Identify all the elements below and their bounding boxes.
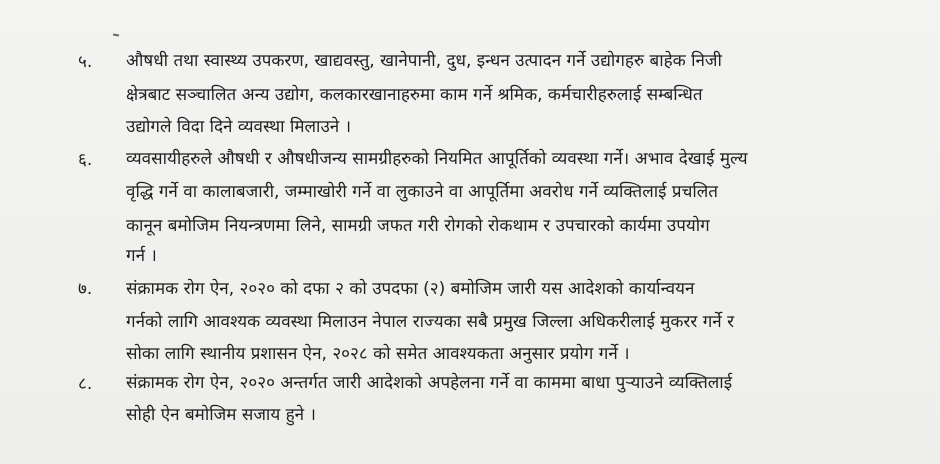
item-number: ८. <box>78 374 93 394</box>
item-line: वृद्धि गर्ने वा कालाबजारी, जम्माखोरी गर्ने वा लुकाउने वा आपूर्तिमा अवरोध गर्ने व्यक्तिलाई प्रचलित <box>126 182 718 202</box>
item-line: क्षेत्रबाट सञ्चालित अन्य उद्योग, कलकारखानाहरुमा काम गर्ने श्रमिक, कर्मचारीहरुलाई सम्बन्धित <box>126 85 703 105</box>
pen-mark <box>113 33 119 36</box>
item-line: संक्रामक रोग ऐन, २०२० को दफा २ को उपदफा (२) बमोजिम जारी यस आदेशको कार्यान्वयन <box>126 279 695 299</box>
item-line: औषधी तथा स्वास्थ्य उपकरण, खाद्यवस्तु, खानेपानी, दुध, इन्धन उत्पादन गर्ने उद्योगहरु बाहेक निजी <box>126 51 722 71</box>
item-line: संक्रामक रोग ऐन, २०२० अन्तर्गत जारी आदेशको अपहेलना गर्ने वा काममा बाधा पुऱ्याउने व्यक्तिलाई <box>126 373 733 393</box>
item-line: गर्नको लागि आवश्यक व्यवस्था मिलाउन नेपाल राज्यका सबै प्रमुख जिल्ला अधिकरीलाई मुकरर गर्ने र <box>126 312 735 332</box>
item-number: ७. <box>78 279 93 299</box>
item-line: व्यवसायीहरुले औषधी र औषधीजन्य सामग्रीहरुको नियमित आपूर्तिको व्यवस्था गर्ने। अभाव देखाई मुल्य <box>126 149 748 169</box>
item-line: सोही ऐन बमोजिम सजाय हुने । <box>126 405 316 425</box>
item-number: ५. <box>78 52 93 72</box>
item-line: उद्योगले विदा दिने व्यवस्था मिलाउने । <box>126 117 352 137</box>
item-line: गर्न । <box>126 246 157 266</box>
item-line: कानून बमोजिम नियन्त्रणमा लिने, सामग्री जफत गरी रोगको रोकथाम र उपचारको कार्यमा उपयोग <box>126 216 710 236</box>
item-number: ६. <box>78 150 93 170</box>
item-line: सोका लागि स्थानीय प्रशासन ऐन, २०२८ को समेत आवश्यकता अनुसार प्रयोग गर्ने । <box>126 344 630 364</box>
